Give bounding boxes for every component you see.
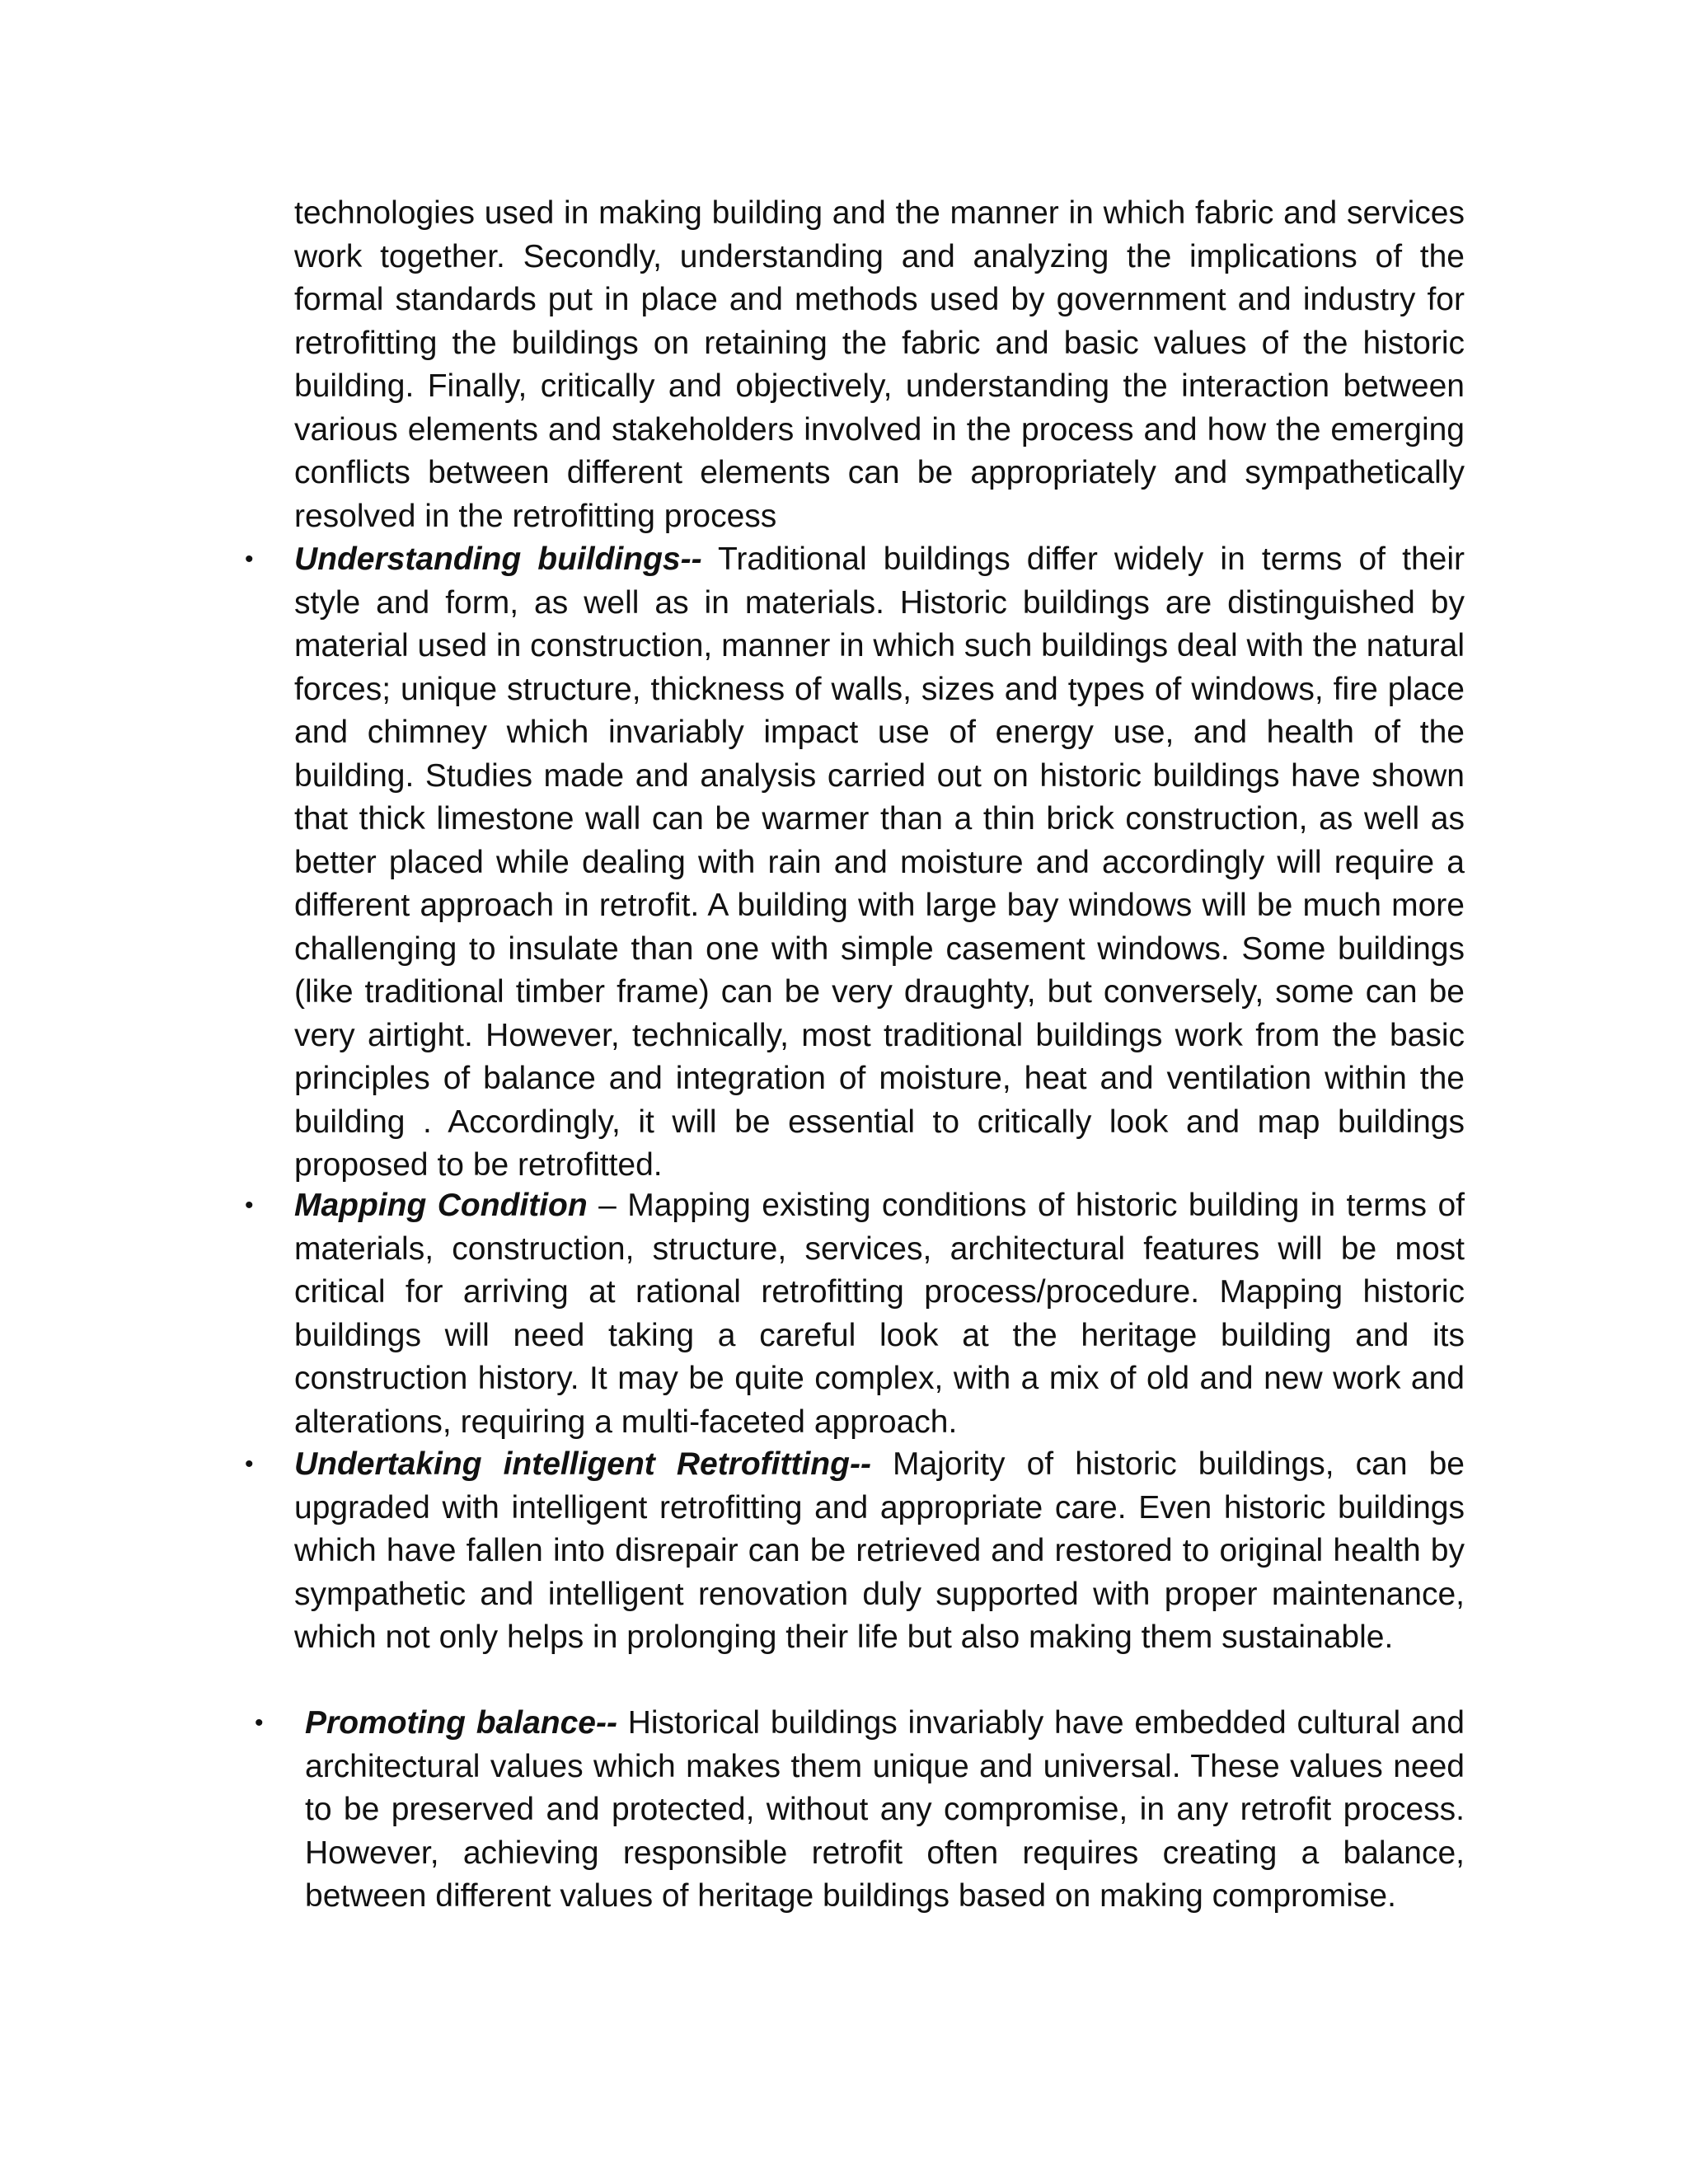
list-item-term: Undertaking intelligent Retrofitting-- bbox=[294, 1446, 871, 1482]
list-item-term: Promoting balance-- bbox=[305, 1705, 617, 1741]
list-item-body: Traditional buildings differ widely in terms of their style and form, as well as in materials. Historic buildings are distinguished by material used in construction, manner in which such buildings deal with the natural forces; unique structure, thickness of walls, sizes and types of windows, fire place and chimney which invariably impact use of energy use, and health of the building. Studies made and analysis carried out on historic buildings have shown that thick limestone wall can be warmer than a thin brick construction, as well as better placed while dealing with rain and moisture and accordingly will require a different approach in retrofit. A building with large bay windows will be much more challenging to insulate than one with simple casement windows. Some buildings (like traditional timber frame) can be very draughty, but conversely, some can be very airtight. However, technically, most traditional buildings work from the basic principles of balance and integration of moisture, heat and ventilation within the building . Accordingly, it will be essential to critically look and map buildings proposed to be retrofitted. bbox=[294, 541, 1465, 1183]
list-item-text bbox=[305, 1702, 1465, 1919]
list-item-text bbox=[294, 1184, 1465, 1444]
list-item-body: Majority of historic buildings, can be upgraded with intelligent retrofitting and appropriate care. Even historic buildings which have fallen into disrepair can be retrieved and restored to original health by sympathetic and intelligent renovation duly supported with proper maintenance, which not only helps in prolonging their life but also making them sustainable. bbox=[294, 1446, 1465, 1655]
list-item-body: – Mapping existing conditions of historic building in terms of materials, construction, structure, services, architectural features will be most critical for arriving at rational retrofitting process/procedure. Mapping historic buildings will need taking a careful look at the heritage building and its construction history. It may be quite complex, with a mix of old and new work and alterations, requiring a multi-faceted approach. bbox=[294, 1188, 1465, 1440]
intro-paragraph: technologies used in making building and the manner in which fabric and services work together. Secondly, understanding and analyzing the implications of the formal standards put in place and methods used by government and industry for retrofitting the buildings on retaining the fabric and basic values of the historic building. Finally, critically and objectively, understanding the interaction between various elements and stakeholders involved in the process and how the emerging conflicts between different elements can be appropriately and sympathetically resolved in the retrofitting process bbox=[294, 195, 1465, 534]
bullet-marker: • bbox=[245, 546, 254, 573]
bullet-marker: • bbox=[245, 1451, 254, 1478]
list-item-term: Mapping Condition bbox=[294, 1188, 588, 1223]
list-item-body: Historical buildings invariably have embedded cultural and architectural values which makes them unique and universal. These values need to be preserved and protected, without any compromise, in any retrofit process. However, achieving responsible retrofit often requires creating a balance, between different values of heritage buildings based on making compromise. bbox=[305, 1705, 1465, 1914]
list-item-text bbox=[294, 1443, 1465, 1660]
bullet-marker: • bbox=[255, 1709, 264, 1736]
bullet-marker: • bbox=[245, 1192, 254, 1219]
list-item-term: Understanding buildings-- bbox=[294, 541, 702, 577]
list-item-text bbox=[294, 538, 1465, 1188]
